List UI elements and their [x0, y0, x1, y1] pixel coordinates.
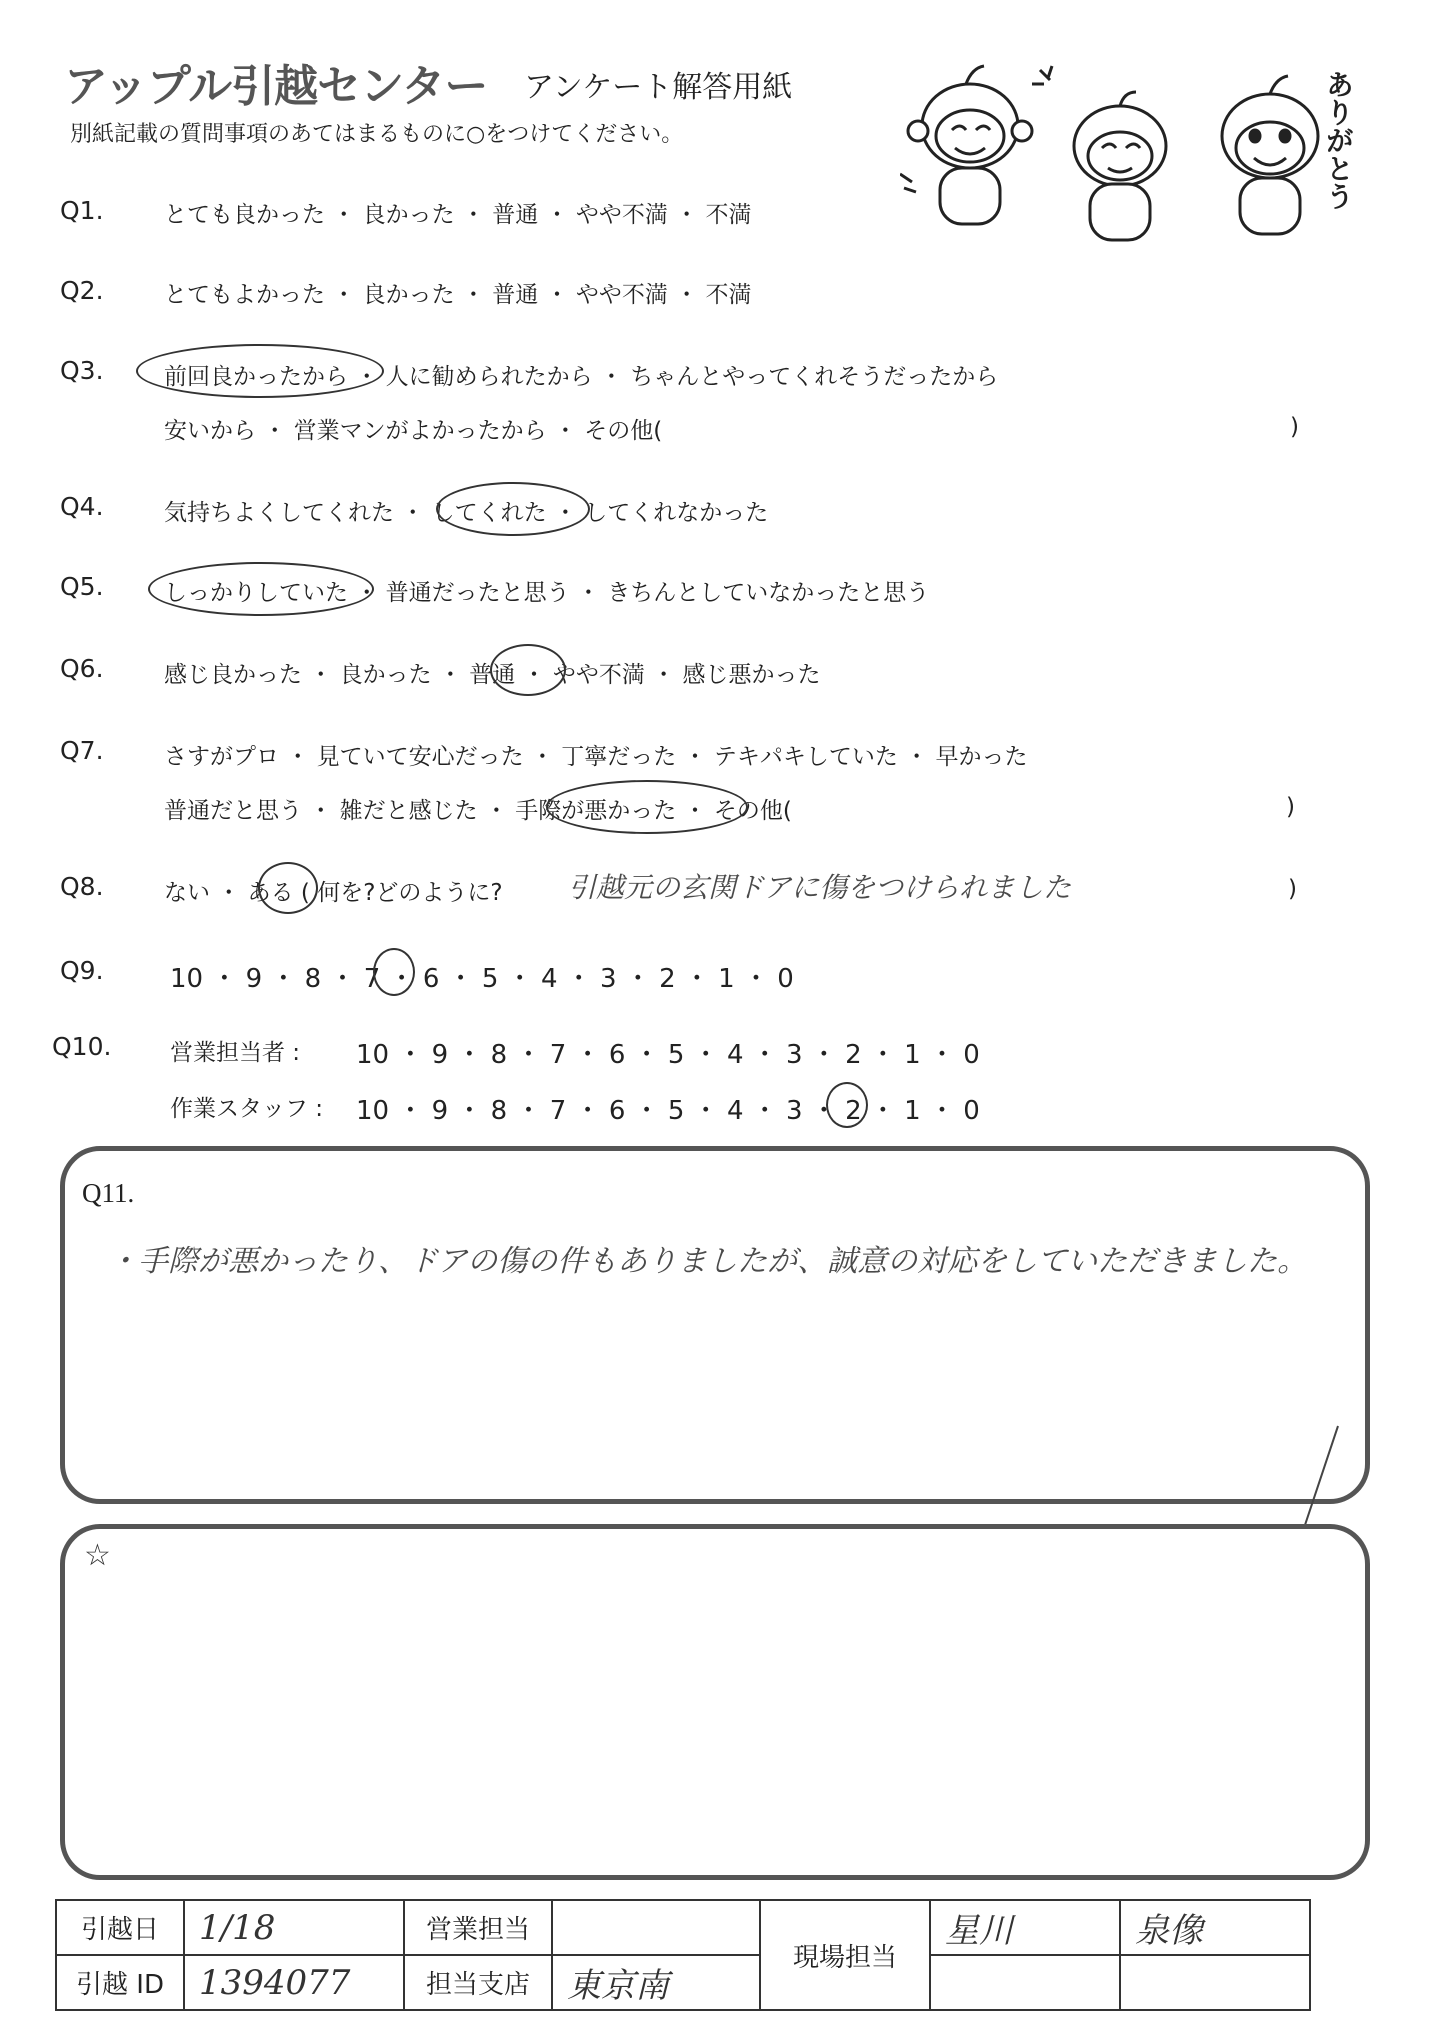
site-staff-3-value: [930, 1955, 1120, 2010]
q2-label: Q2.: [60, 276, 104, 305]
q4-label: Q4.: [60, 492, 104, 521]
q6-label: Q6.: [60, 654, 104, 683]
q5-selection-circle: [148, 562, 374, 616]
q9-label: Q9.: [60, 956, 104, 985]
q10-sales-label: 営業担当者 :: [170, 1040, 301, 1066]
q6-options[interactable]: 感じ良かった ・ 良かった ・ 普通 ・ やや不満 ・ 感じ悪かった: [164, 662, 821, 688]
q1-options[interactable]: とても良かった ・ 良かった ・ 普通 ・ やや不満 ・ 不満: [164, 202, 752, 228]
q7-label: Q7.: [60, 736, 104, 765]
q3-selection-circle: [136, 344, 384, 398]
footer-info-table: [55, 1899, 1311, 2011]
sales-rep-value: [552, 1900, 760, 1955]
q9-scale[interactable]: 10 ・ 9 ・ 8 ・ 7 ・ 6 ・ 5 ・ 4 ・ 3 ・ 2 ・ 1 ・ 0: [170, 964, 794, 994]
q8-label: Q8.: [60, 872, 104, 901]
sales-rep-label: 営業担当: [404, 1900, 552, 1955]
q3-options-line1[interactable]: 前回良かったから ・ 人に勧められたから ・ ちゃんとやってくれそうだったから: [164, 364, 999, 390]
q7-selection-circle: [546, 780, 748, 834]
branch-label: 担当支店: [404, 1955, 552, 2010]
q3-options-line2[interactable]: 安いから ・ 営業マンがよかったから ・ その他(: [164, 418, 663, 444]
q8-close-paren: ): [1288, 876, 1297, 902]
q10-label: Q10.: [52, 1032, 112, 1061]
star-icon: ☆: [84, 1538, 111, 1573]
q10-staff-scale[interactable]: 10 ・ 9 ・ 8 ・ 7 ・ 6 ・ 5 ・ 4 ・ 3 ・ 2 ・ 1 ・ 0: [356, 1096, 980, 1126]
branch-value: 東京南: [552, 1955, 760, 2010]
q5-options[interactable]: しっかりしていた ・ 普通だったと思う ・ きちんとしていなかったと思う: [164, 580, 930, 606]
q5-label: Q5.: [60, 572, 104, 601]
q9-selection-circle: [373, 948, 415, 996]
q11-comment-box: [60, 1146, 1370, 1504]
q4-selection-circle: [436, 482, 590, 536]
move-date-value: 1/18: [184, 1900, 404, 1955]
instruction-text: 別紙記載の質問事項のあてはまるものに○をつけてください。: [70, 122, 684, 147]
monkey-icon-2: [1032, 66, 1166, 240]
q10-sales-scale[interactable]: 10 ・ 9 ・ 8 ・ 7 ・ 6 ・ 5 ・ 4 ・ 3 ・ 2 ・ 1 ・ 0: [356, 1040, 980, 1070]
q8-options[interactable]: ない ・ ある ( 何を?どのように?: [164, 880, 503, 906]
site-staff-2-value: 泉像: [1120, 1900, 1310, 1955]
q7-close-paren: ): [1286, 794, 1295, 820]
q11-handwritten-answer: ・手際が悪かったり、ドアの傷の件もありましたが、誠意の対応をしていただきました。: [108, 1244, 1308, 1279]
monkey-icon-1: [900, 66, 1032, 224]
move-id-label: 引越 ID: [56, 1955, 184, 2010]
form-subtitle: アンケート解答用紙: [524, 70, 793, 105]
q8-selection-circle: [258, 862, 318, 914]
move-id-value: 1394077: [184, 1955, 404, 2010]
q7-options-line1[interactable]: さすがプロ ・ 見ていて安心だった ・ 丁寧だった ・ テキパキしていた ・ 早かった: [164, 744, 1028, 770]
q3-label: Q3.: [60, 356, 104, 385]
q8-handwritten-answer: 引越元の玄関ドアに傷をつけられました: [568, 871, 1072, 904]
q6-selection-circle: [490, 644, 566, 696]
site-staff-label: 現場担当: [760, 1900, 930, 2010]
q10-staff-selection-circle: [826, 1082, 868, 1128]
monkey-mascots-illustration: [900, 56, 1350, 246]
thanks-vertical-text: ありがとう: [1322, 70, 1355, 210]
q2-options[interactable]: とてもよかった ・ 良かった ・ 普通 ・ やや不満 ・ 不満: [164, 282, 752, 308]
q11-label: Q11.: [82, 1178, 135, 1208]
monkey-icon-3: [1222, 76, 1318, 234]
q4-options[interactable]: 気持ちよくしてくれた ・ してくれた ・ してくれなかった: [164, 500, 769, 526]
site-staff-4-value: [1120, 1955, 1310, 2010]
brand-title: アップル引越センター: [64, 61, 488, 112]
move-date-label: 引越日: [56, 1900, 184, 1955]
q10-staff-label: 作業スタッフ :: [170, 1096, 324, 1122]
star-comment-box: [60, 1524, 1370, 1880]
q1-label: Q1.: [60, 196, 104, 225]
q3-close-paren: ): [1290, 414, 1299, 440]
q7-options-line2[interactable]: 普通だと思う ・ 雑だと感じた ・ 手際が悪かった ・ その他(: [164, 798, 792, 824]
site-staff-1-value: 星川: [930, 1900, 1120, 1955]
